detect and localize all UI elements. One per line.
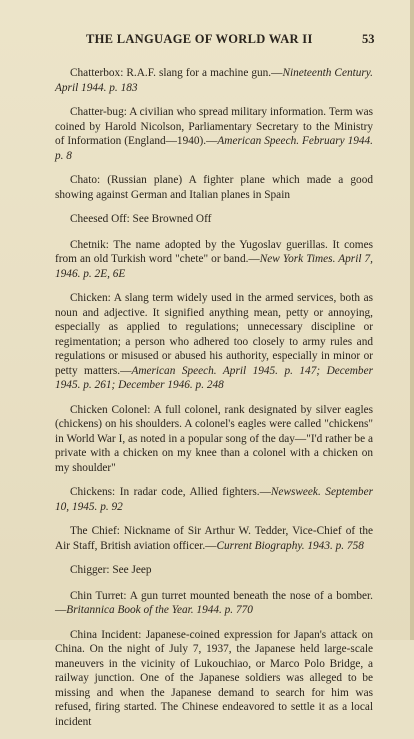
glossary-entry (55, 485, 373, 514)
entry-term: Chetnik: (70, 238, 109, 251)
entry-term: Cheesed Off: (70, 213, 130, 225)
entry-citation: New York Times. April 7, 1946. p. 2E, 6E (55, 253, 373, 280)
entry-citation: Nineteenth Century. April 1944. p. 183 (55, 67, 374, 94)
entry-term: Chickens: (70, 486, 116, 498)
entry-citation: American Speech. April 1945. p. 147; December 1945. p. 261; December 1946. p. 248 (55, 364, 373, 391)
entry-definition: The name adopted by the Yugoslav guerillas. It comes from an old Turkish word "chete" or band.— (55, 238, 374, 265)
entry-definition: (Russian plane) A fighter plane which made a good showing against German and Italian planes in Spain (55, 174, 373, 201)
entry-citation: Newsweek. September 10, 1945. p. 92 (55, 486, 373, 513)
glossary-entry (55, 291, 373, 393)
glossary-entry (55, 173, 373, 202)
entry-definition: A civilian who spread military information. Term was coined by Harold Nicolson, Parliamentary Secretary to the Ministry of Information (England—1940).— (55, 106, 373, 147)
entry-definition: A full colonel, rank designated by silver eagles (chickens) on his shoulders. A colonel's eagles were called "chickens" in World War I, as noted in a popular song of the day—"I'd rather be a private with a chicken on my knee than a colonel with a chicken on my shoulder" (55, 403, 373, 474)
entry-term: Chato: (70, 174, 101, 186)
entry-term: China Incident: (70, 628, 142, 641)
entry-definition: R.A.F. slang for a machine gun.— (126, 67, 283, 79)
glossary-entry (55, 105, 373, 163)
entry-term: Chicken Colonel: (70, 403, 151, 416)
entry-citation: Current Biography. 1943. p. 758 (216, 539, 364, 552)
page-header (0, 32, 414, 48)
glossary-entry (55, 238, 373, 282)
entry-term: Chatterbox: (70, 67, 124, 79)
entry-definition: A gun turret mounted beneath the nose of a bomber.— (55, 589, 374, 616)
entry-definition: See Browned Off (132, 213, 212, 225)
glossary-entry (55, 589, 373, 618)
glossary-entry (55, 563, 373, 578)
entry-citation: Britannica Book of the Year. 1944. p. 770 (66, 604, 253, 616)
glossary-entry (55, 66, 373, 95)
glossary-entry (55, 212, 373, 227)
glossary-entry (55, 628, 373, 730)
entry-term: Chin Turret: (70, 589, 127, 602)
entry-definition: A slang term widely used in the armed services, both as noun and adjective. It signified anything mean, petty or annoying, especially as applied to regulations; unnecessary discipline or regimentation; a person who adhered too closely to army rules and regulations or misused or abused his authority, especially in minor or petty matters.— (55, 292, 374, 377)
entry-term: The Chief: (70, 525, 120, 537)
entry-definition: In radar code, Allied fighters.— (119, 486, 271, 498)
glossary-entry (55, 403, 373, 476)
running-head: THE LANGUAGE OF WORLD WAR II (86, 32, 313, 46)
entry-term: Chigger: (70, 564, 110, 576)
entry-term: Chatter-bug: (70, 106, 127, 118)
entry-definition: Nickname of Sir Arthur W. Tedder, Vice-Chief of the Air Staff, British aviation officer.— (55, 525, 374, 552)
entry-definition: Japanese-coined expression for Japan's attack on China. On the night of July 7, 1937, the Japanese held large-scale maneuvers in the vicinity of Lukouchiao, or Marco Polo Bridge, a railway junction. One of the Japanese soldiers was alleged to be missing and when the Japanese demand to search for him was refused, firing started. The Chinese endeavored to settle it as a local incident (55, 628, 374, 728)
entry-definition: See Jeep (112, 564, 152, 576)
page-edge (410, 0, 414, 640)
glossary-entry (55, 524, 373, 553)
entry-citation: American Speech. February 1944. p. 8 (55, 135, 373, 162)
glossary-body (55, 66, 373, 739)
entry-term: Chicken: (70, 292, 111, 304)
page-number: 53 (362, 32, 375, 46)
